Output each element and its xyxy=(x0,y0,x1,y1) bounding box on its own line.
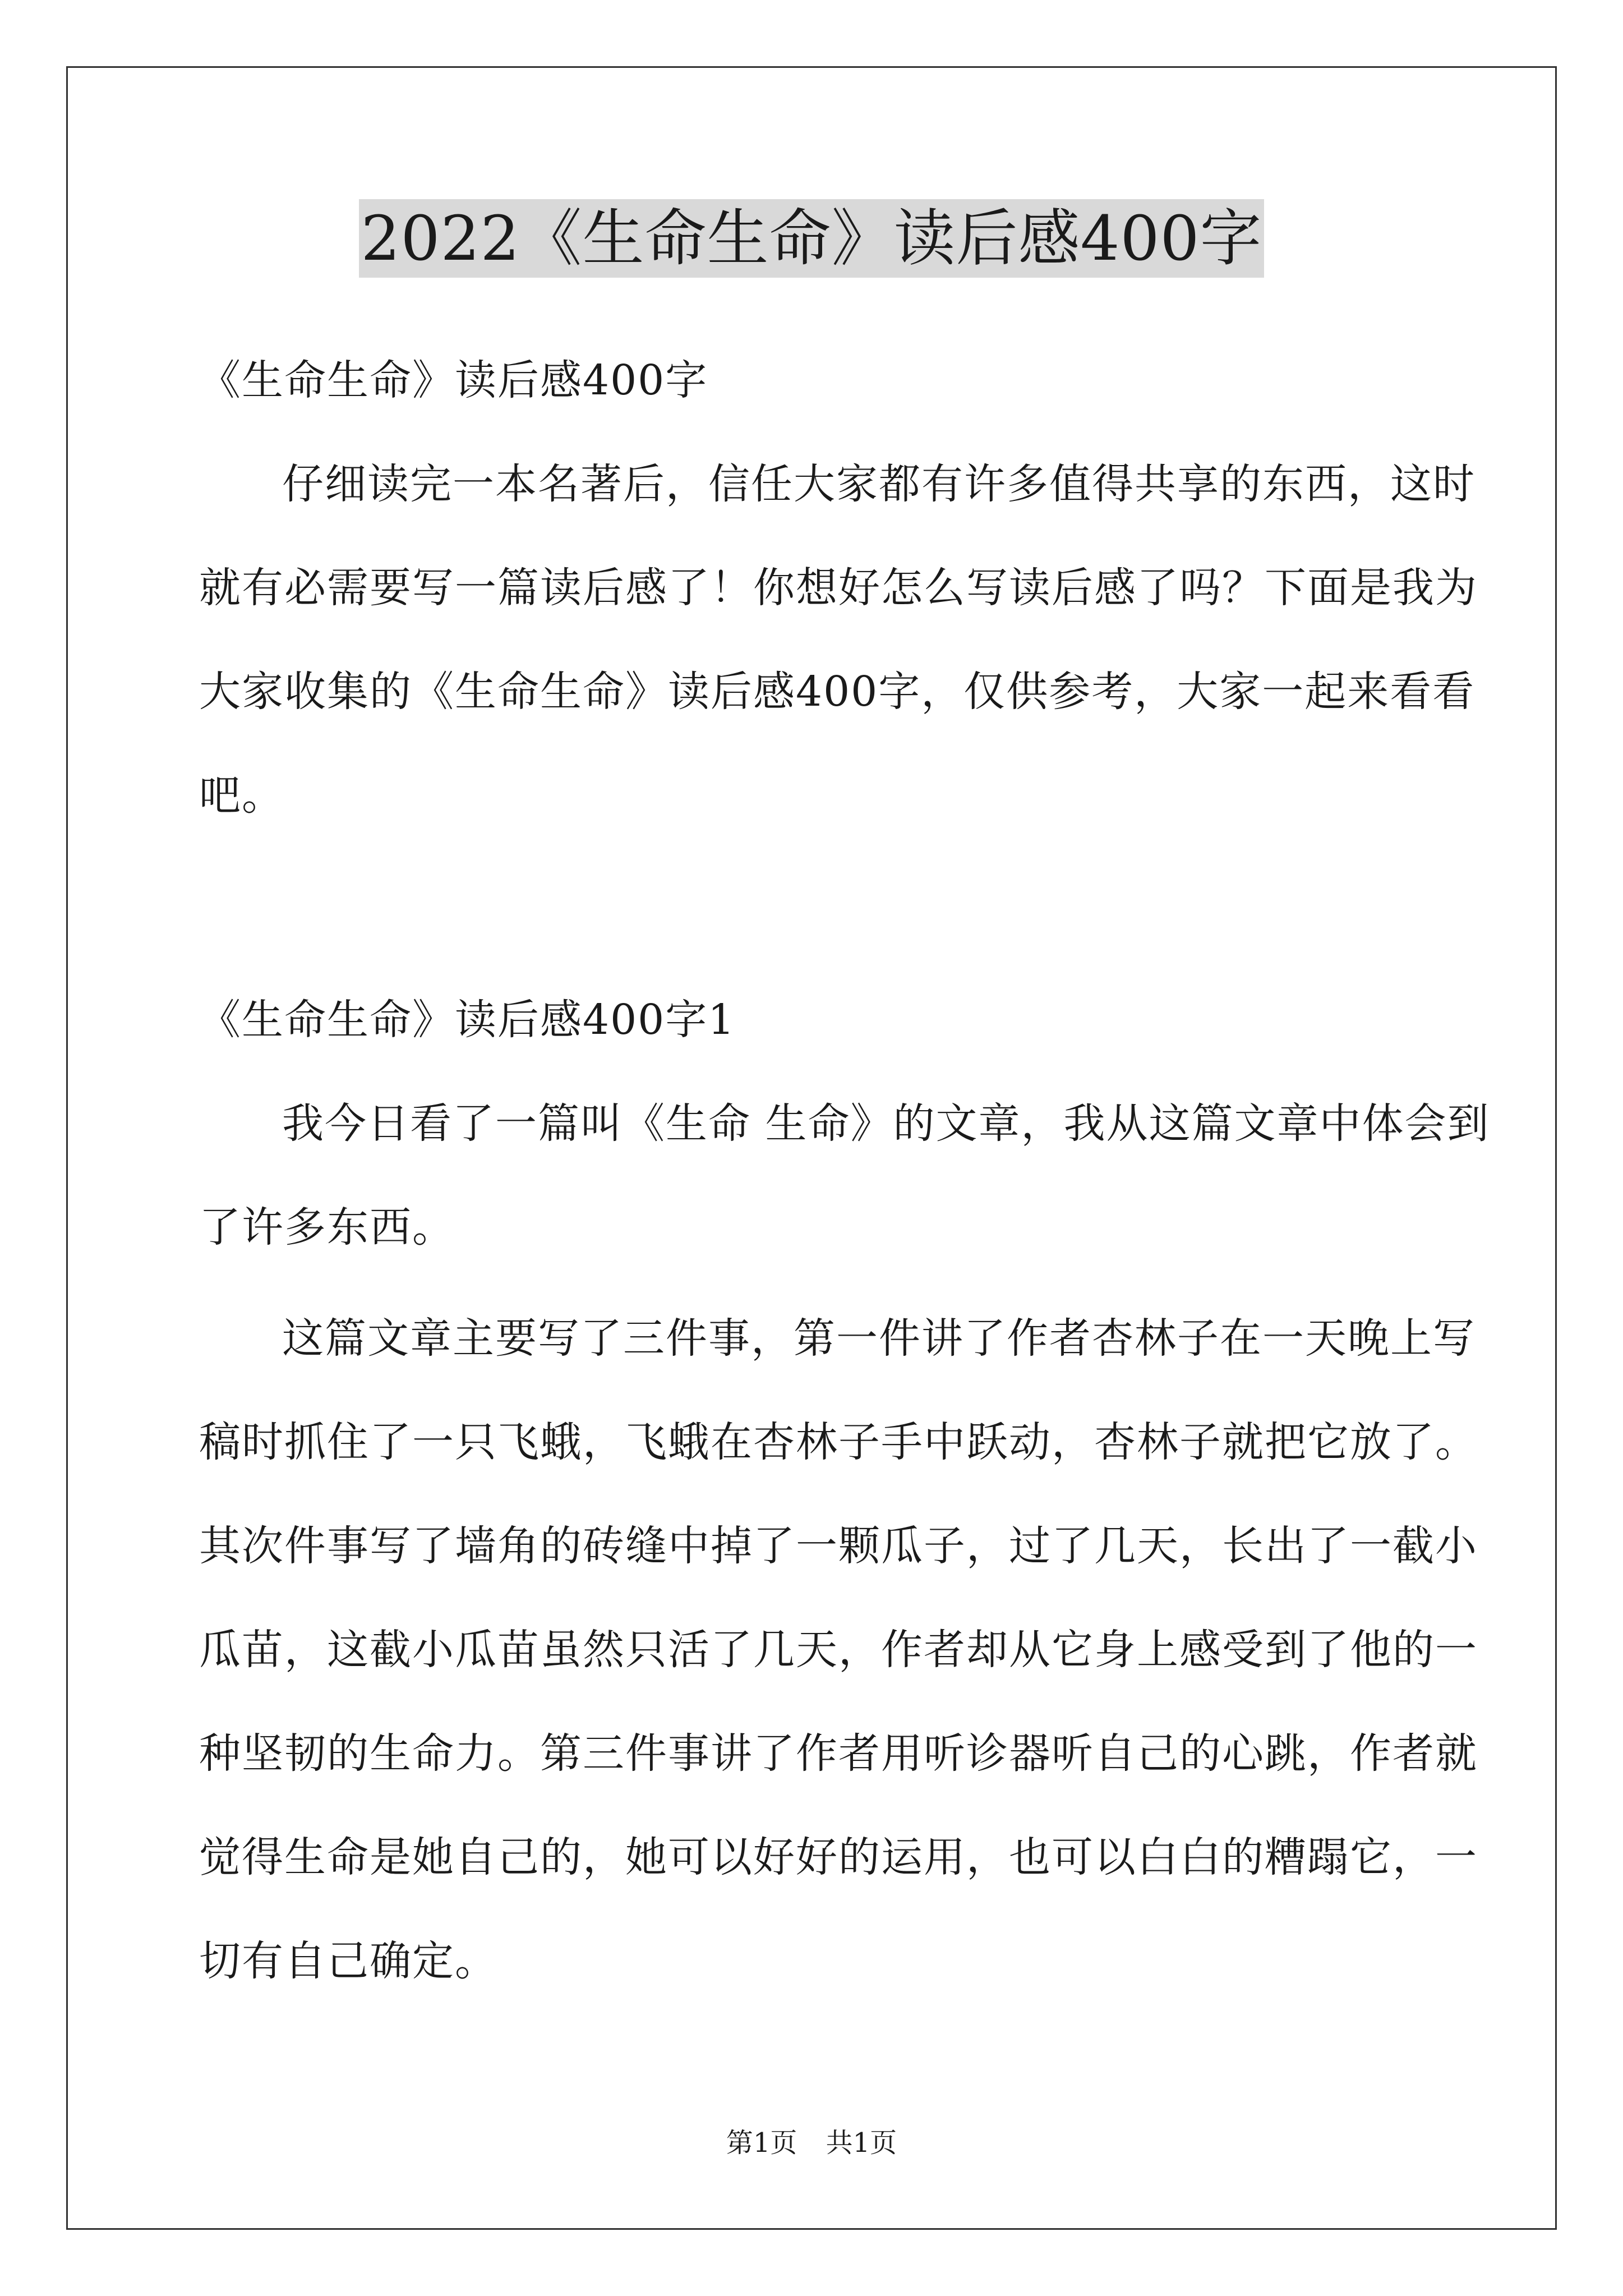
title-wrap xyxy=(199,199,1424,278)
page-number-total: 共1页 xyxy=(826,2127,897,2159)
section-heading: 《生命生命》读后感400字1 xyxy=(199,996,736,1044)
paragraph-line: 这篇文章主要写了三件事，第一件讲了作者杏林子在一天晚上写 xyxy=(282,1314,1476,1363)
paragraph-line: 种坚韧的生命力。第三件事讲了作者用听诊器听自己的心跳，作者就 xyxy=(199,1729,1478,1778)
page-footer xyxy=(0,2126,1623,2160)
paragraph-line: 觉得生命是她自己的，她可以好好的运用，也可以白白的糟蹋它，一 xyxy=(199,1833,1478,1881)
intro-line: 就有必需要写一篇读后感了！你想好怎么写读后感了吗？下面是我为 xyxy=(199,564,1478,612)
paragraph-line: 稿时抓住了一只飞蛾，飞蛾在杏林子手中跃动，杏林子就把它放了。 xyxy=(199,1418,1478,1466)
document-title: 2022《生命生命》读后感400字 xyxy=(359,199,1265,278)
page-number-current: 第1页 xyxy=(726,2127,797,2159)
paragraph-line: 我今日看了一篇叫《生命 生命》的文章，我从这篇文章中体会到 xyxy=(282,1099,1490,1148)
paragraph-line: 切有自己确定。 xyxy=(199,1937,497,1985)
paragraph-line: 其次件事写了墙角的砖缝中掉了一颗瓜子，过了几天，长出了一截小 xyxy=(199,1522,1478,1570)
intro-line: 吧。 xyxy=(199,771,284,820)
paragraph-line: 瓜苗，这截小瓜苗虽然只活了几天，作者却从它身上感受到了他的一 xyxy=(199,1626,1478,1674)
intro-line: 仔细读完一本名著后，信任大家都有许多值得共享的东西，这时 xyxy=(282,460,1476,508)
intro-line: 大家收集的《生命生命》读后感400字，仅供参考，大家一起来看看 xyxy=(199,668,1476,716)
paragraph-line: 了许多东西。 xyxy=(199,1203,455,1251)
section-heading: 《生命生命》读后感400字 xyxy=(199,356,708,404)
